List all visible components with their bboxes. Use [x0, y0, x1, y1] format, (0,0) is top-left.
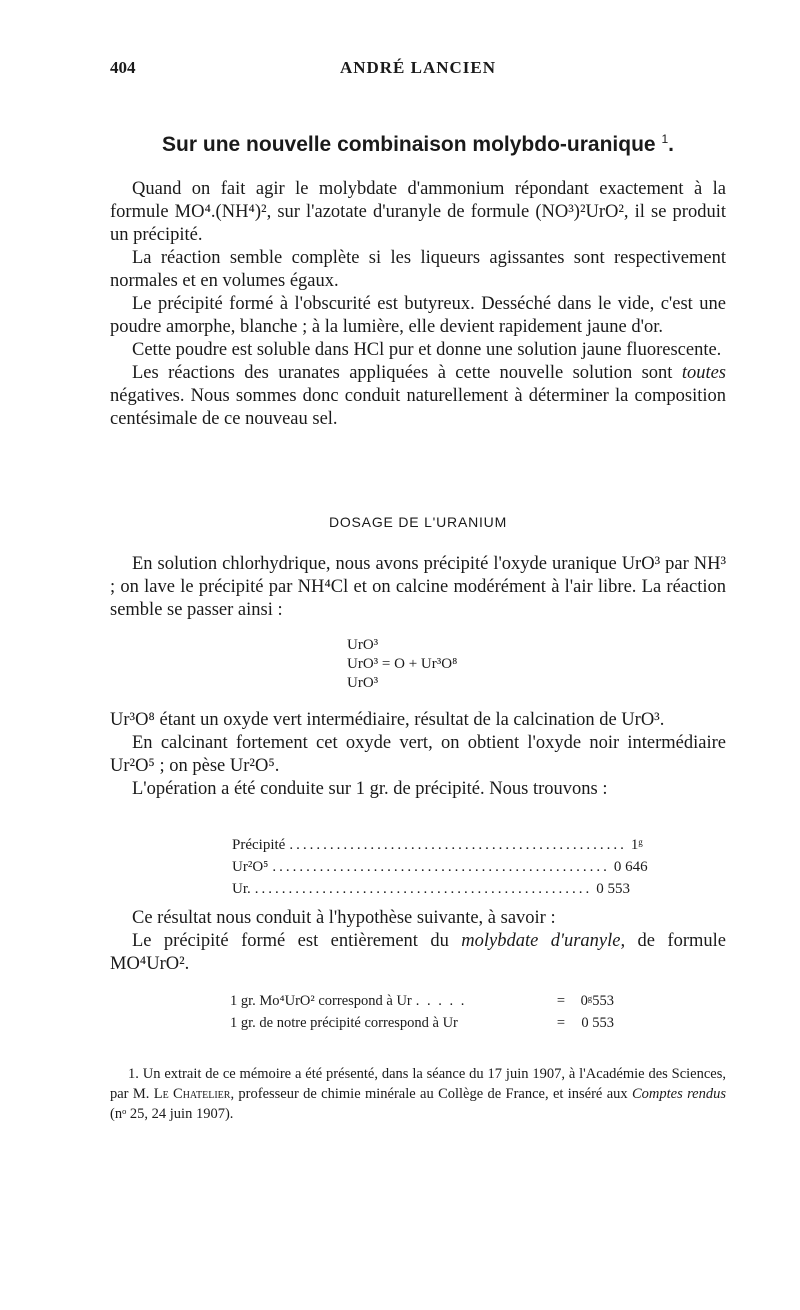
running-title: ANDRÉ LANCIEN	[339, 58, 497, 77]
leader-dots: . . . . .	[415, 993, 467, 1009]
emphasis-text: molybdate d'uranyle,	[461, 931, 626, 951]
intro-paragraphs	[110, 178, 726, 431]
correspondence-label: 1 gr. de notre précipité correspond à Ur	[230, 1015, 458, 1031]
paragraph: Quand on fait agir le molybdate d'ammonium répondant exactement à la formule MO⁴.(NH⁴)², sur l'azotate d'uranyle de formule (NO³)²UrO², il se produit un précipité.	[110, 179, 726, 245]
article-title-text: Sur une nouvelle combinaison molybdo-uranique	[162, 133, 656, 156]
footnote-text	[110, 1064, 726, 1124]
paragraph-part: de formule MO⁴UrO².	[110, 931, 726, 974]
paragraph: En calcinant fortement cet oxyde vert, on obtient l'oxyde noir intermédiaire Ur²O⁵ ; on pèse Ur²O⁵.	[110, 733, 726, 776]
paragraph-part: Le précipité formé est entièrement du	[132, 931, 449, 951]
correspondence-row	[230, 990, 614, 1012]
equals-sign: =	[556, 1015, 566, 1031]
paragraph: Le précipité formé à l'obscurité est butyreux. Desséché dans le vide, c'est une poudre amorphe, blanche ; à la lumière, elle devient rapidement jaune d'or.	[110, 294, 726, 337]
leader-dots: ..................................................	[289, 837, 627, 853]
leader-dots: ..................................................	[272, 859, 610, 875]
reaction-formula	[347, 636, 457, 693]
paragraph-part: Les réactions des uranates appliquées à cette nouvelle solution sont	[132, 363, 673, 383]
page-header	[110, 58, 726, 82]
results-row	[232, 856, 648, 878]
results-row	[232, 878, 630, 900]
results-label: Précipité	[232, 837, 286, 853]
results-value: 0 553	[596, 881, 630, 897]
results-label: Ur.	[232, 881, 251, 897]
footnote-part: Un extrait de ce mémoire a été présenté, dans la séance du 17 juin 1907, à l'Académie des Sciences, par M.	[110, 1066, 726, 1102]
page-number: 404	[110, 58, 136, 77]
paragraph: En solution chlorhydrique, nous avons précipité l'oxyde uranique UrO³ par NH³ ; on lave le précipité par NH⁴Cl et on calcine modérément à l'air libre. La réaction semble se passer ainsi :	[110, 554, 726, 620]
correspondence-table	[230, 990, 614, 1034]
footnote-number: 1.	[128, 1066, 139, 1082]
paragraph-part: négatives. Nous sommes donc conduit naturellement à déterminer la composition centésimale de ce nouveau sel.	[110, 386, 726, 429]
results-label: Ur²O⁵	[232, 859, 269, 875]
formula-line: UrO³	[347, 675, 379, 691]
section-heading: DOSAGE DE L'URANIUM	[328, 514, 508, 530]
formula-line: UrO³ = O + Ur³O⁸	[347, 656, 458, 672]
paragraph	[110, 362, 726, 431]
emphasis-text: toutes	[681, 363, 727, 383]
formula-line: UrO³	[347, 637, 379, 653]
correspondence-row	[230, 1012, 614, 1034]
post-formula-paragraphs	[110, 709, 726, 801]
results-value: 1ᵍ	[630, 837, 643, 853]
footnote-part: (nᵒ 25, 24 juin 1907).	[110, 1106, 234, 1122]
correspondence-label: 1 gr. Mo⁴UrO² correspond à Ur	[230, 993, 412, 1009]
author-name: Le Chatelier	[153, 1086, 231, 1102]
paragraph: Cette poudre est soluble dans HCl pur et donne une solution jaune fluorescente.	[132, 340, 722, 360]
conclusion-paragraphs	[110, 907, 726, 976]
paragraph: Ur³O⁸ étant un oxyde vert intermédiaire, résultat de la calcination de UrO³.	[110, 710, 665, 730]
section-intro	[110, 553, 726, 622]
results-value: 0 646	[613, 859, 648, 875]
results-row	[232, 834, 643, 856]
footnote	[110, 1064, 726, 1124]
journal-title: Comptes rendus	[631, 1086, 727, 1102]
paragraph: L'opération a été conduite sur 1 gr. de précipité. Nous trouvons :	[132, 779, 608, 799]
results-table	[232, 834, 648, 900]
equals-sign: =	[556, 993, 566, 1009]
footnote-marker: 1	[661, 132, 669, 146]
footnote-part: , professeur de chimie minérale au Collège de France, et inséré aux	[230, 1086, 628, 1102]
correspondence-value: 0ᵍ553	[580, 993, 614, 1009]
paragraph: La réaction semble complète si les liqueurs agissantes sont respectivement normales et en volumes égaux.	[110, 248, 726, 291]
article-title: Sur une nouvelle combinaison molybdo-uranique $^1$.	[162, 132, 674, 156]
leader-dots: ..................................................	[254, 881, 593, 897]
paragraph	[110, 930, 726, 976]
paragraph: Ce résultat nous conduit à l'hypothèse suivante, à savoir :	[132, 908, 556, 928]
correspondence-value: 0 553	[581, 1015, 614, 1031]
